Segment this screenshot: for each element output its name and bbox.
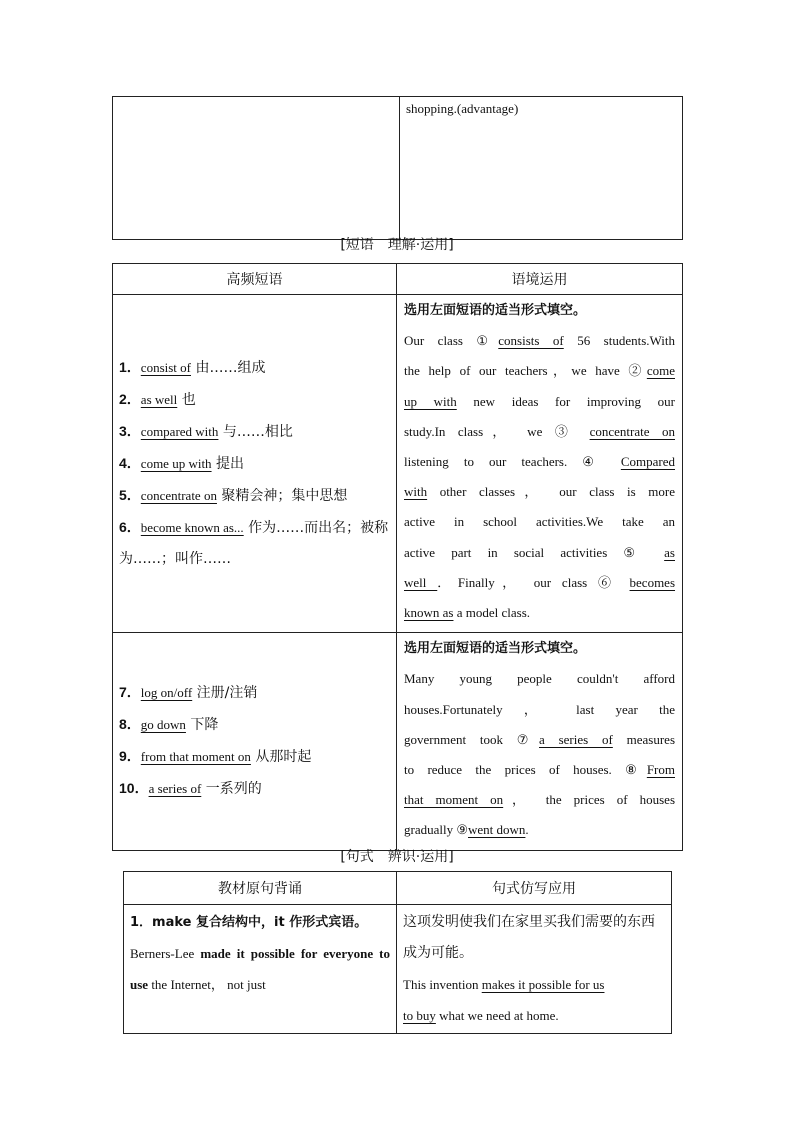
passage-text: active part in social activities ⑤ — [404, 544, 665, 560]
header-textbook-sentence: 教材原句背诵 — [124, 872, 397, 905]
blank-answer: consists of — [498, 333, 564, 349]
blank-answer: with — [404, 484, 428, 500]
phrase-number: 10． — [119, 780, 149, 797]
phrase-list-group2 — [113, 633, 397, 850]
passage-text: new ideas for improving our — [456, 393, 675, 409]
phrases-table — [112, 263, 683, 851]
phrase-answer: come up with — [140, 456, 212, 472]
phrase-meaning: 作为……而出名；被称为……；叫作…… — [119, 520, 389, 568]
phrase-answer: consist of — [140, 360, 191, 376]
top-partial-table — [112, 96, 683, 240]
passage-line — [404, 785, 675, 815]
blank-answer: well — [404, 574, 438, 590]
phrase-answer: log on/off — [140, 685, 193, 701]
passage-line — [404, 815, 675, 845]
passage-line — [404, 538, 675, 568]
phrase-meaning: 与……相比 — [222, 424, 293, 441]
passage-line — [404, 755, 675, 785]
section-caption-sentences: [句式 辨识·运用] — [340, 849, 454, 865]
passage-text: study.In class， we ③ — [404, 423, 590, 439]
blank-answer: up with — [404, 393, 457, 409]
header-context-usage: 语境运用 — [397, 264, 683, 295]
phrase-answer: go down — [140, 717, 186, 733]
phrase-list-group1 — [113, 295, 397, 633]
passage-text: Our class ① — [404, 333, 499, 349]
passage-line — [404, 664, 675, 694]
phrase-item — [119, 773, 390, 805]
passage-line — [404, 695, 675, 725]
top-right-cell — [400, 97, 683, 240]
phrase-meaning: 注册/注销 — [196, 685, 258, 702]
blank-answer: known as — [404, 605, 454, 621]
sentence-patterns-table — [123, 871, 672, 1034]
answer-end: what we need at home. — [435, 1008, 559, 1023]
phrase-number: 9． — [119, 748, 141, 765]
section-caption-phrases: [短语 理解·运用] — [340, 237, 454, 253]
imitation-answer — [403, 969, 665, 1031]
phrase-meaning: 从那时起 — [255, 749, 312, 766]
exercise-group2 — [397, 633, 683, 850]
passage-text: government took ⑦ — [404, 731, 540, 747]
phrase-answer: a series of — [148, 781, 202, 797]
passage-text: measures — [612, 731, 675, 747]
passage-text: ， the prices of houses — [503, 792, 675, 808]
phrase-number: 5． — [119, 487, 141, 504]
passage-text: listening to our teachers. ④ — [404, 454, 621, 470]
imitation-cell — [397, 905, 672, 1034]
textbook-sentence-cell — [124, 905, 397, 1034]
blank-answer: From — [646, 762, 675, 778]
textbook-sentence — [130, 938, 390, 1000]
phrase-number: 1． — [119, 359, 141, 376]
passage-text: the help of our teachers，we have ② — [404, 363, 647, 379]
blank-answer: a series of — [539, 731, 613, 747]
sentence-end: the Internet， not just — [148, 977, 266, 992]
phrase-meaning: 一系列的 — [205, 781, 262, 798]
header-sentence-imitation: 句式仿写应用 — [397, 872, 672, 905]
passage-text: a model class. — [453, 605, 531, 621]
exercise-group1 — [397, 295, 683, 633]
header-high-frequency-phrases: 高频短语 — [113, 264, 397, 295]
phrase-number: 3． — [119, 423, 141, 440]
top-right-text: shopping.(advantage) — [406, 101, 519, 116]
passage-line — [404, 387, 675, 417]
sentence-start: Berners-Lee — [130, 946, 201, 961]
top-left-cell — [113, 97, 400, 240]
blank-answer: as — [664, 544, 675, 560]
passage-line — [404, 356, 675, 386]
blank-answer: went down — [468, 822, 526, 838]
phrase-answer: from that moment on — [140, 749, 251, 765]
phrase-meaning: 聚精会神；集中思想 — [221, 488, 348, 505]
imitation-prompt-cn: 这项发明使我们在家里买我们需要的东西成为可能。 — [403, 914, 655, 961]
phrase-item — [119, 512, 390, 575]
phrase-number: 8． — [119, 716, 141, 733]
exercise-instruction: 选用左面短语的适当形式填空。 — [404, 641, 587, 657]
phrase-number: 2． — [119, 391, 141, 408]
phrase-answer: become known as... — [140, 520, 244, 536]
exercise-instruction: 选用左面短语的适当形式填空。 — [404, 303, 587, 318]
phrase-number: 6． — [119, 519, 141, 536]
phrase-item — [119, 448, 390, 480]
phrase-item — [119, 480, 390, 512]
passage-text: . — [525, 822, 529, 838]
phrase-meaning: 由……组成 — [195, 360, 266, 377]
passage-text: 56 students.With — [563, 333, 676, 349]
phrase-item — [119, 352, 390, 384]
passage-text: houses.Fortunately ， last year the — [404, 701, 675, 717]
phrase-answer: concentrate on — [140, 488, 217, 504]
blank-answer: becomes — [629, 574, 676, 590]
passage-line — [404, 417, 675, 447]
passage-line — [404, 477, 675, 507]
passage-text: gradually ⑨ — [404, 822, 468, 838]
phrase-item — [119, 416, 390, 448]
answer-start: This invention — [403, 977, 482, 992]
passage-line — [404, 598, 675, 628]
phrase-meaning: 提出 — [216, 456, 245, 473]
phrase-answer: compared with — [140, 424, 219, 440]
pattern-title: 1．make 复合结构中，it 作形式宾语。 — [130, 915, 368, 930]
answer-blank-2: to buy — [403, 1008, 436, 1023]
passage-line — [404, 447, 675, 477]
passage-line — [404, 326, 675, 356]
phrase-meaning: 也 — [181, 392, 196, 409]
phrase-item — [119, 709, 390, 741]
phrase-meaning: 下降 — [190, 717, 219, 734]
blank-answer: Compared — [620, 454, 675, 470]
passage-text: Many young people couldn't afford — [404, 671, 675, 687]
phrase-item — [119, 384, 390, 416]
blank-answer: concentrate on — [589, 423, 675, 439]
answer-blank-1: makes it possible for us — [481, 977, 605, 992]
phrase-item — [119, 741, 390, 773]
passage-line — [404, 568, 675, 598]
blank-answer: come — [646, 363, 675, 379]
passage-text: active in school activities.We take an — [404, 514, 675, 530]
passage-line — [404, 725, 675, 755]
sentence-key-structure: made it possible for everyone to use — [130, 946, 390, 992]
phrase-number: 4． — [119, 455, 141, 472]
passage-text: other classes， our class is more — [427, 484, 675, 500]
passage-text: to reduce the prices of houses. ⑧ — [404, 762, 647, 778]
passage-text: ．Finally， our class ⑥ — [437, 574, 630, 590]
phrase-item — [119, 677, 390, 709]
phrase-answer: as well — [140, 392, 178, 408]
blank-answer: that moment on — [404, 792, 504, 808]
phrase-number: 7． — [119, 684, 141, 701]
passage-line — [404, 507, 675, 537]
